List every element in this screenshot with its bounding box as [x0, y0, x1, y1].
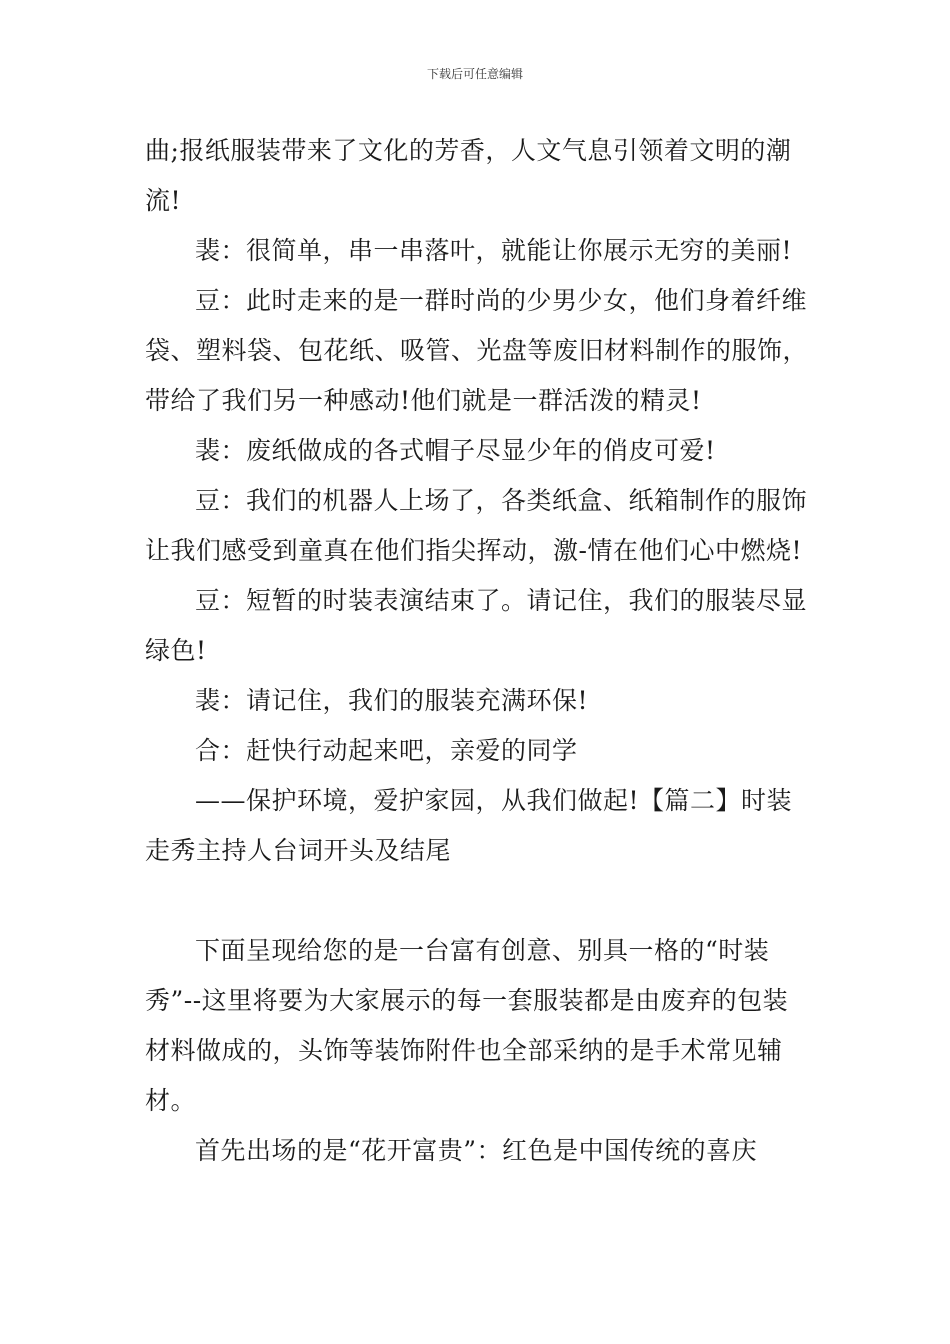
document-body: [145, 126, 810, 1176]
paragraph-9: ——保护环境，爱护家园，从我们做起!【篇二】时装走秀主持人台词开头及结尾: [145, 786, 793, 865]
paragraph-3: 豆：此时走来的是一群时尚的少男少女，他们身着纤维袋、塑料袋、包花纸、吸管、光盘等废旧材料制作的服饰，带给了我们另一种感动!他们就是一群活泼的精灵!: [145, 286, 809, 415]
paragraph-spacer: [145, 876, 810, 926]
page-header: 下载后可任意编辑: [426, 67, 523, 81]
paragraph-5: 豆：我们的机器人上场了，各类纸盒、纸箱制作的服饰让我们感受到童真在他们指尖挥动，激-情在他们心中燃烧!: [145, 486, 808, 565]
paragraph-11: 首先出场的是“花开富贵”：红色是中国传统的喜庆: [195, 1136, 758, 1165]
paragraph-8: 合：赶快行动起来吧，亲爱的同学: [195, 736, 578, 765]
paragraph-6: 豆：短暂的时装表演结束了。请记住，我们的服装尽显绿色!: [145, 586, 808, 665]
paragraph-10: 下面呈现给您的是一台富有创意、别具一格的“时装秀”--这里将要为大家展示的每一套服装都是由废弃的包装材料做成的，头饰等装饰附件也全部采纳的是手术常见辅材。: [145, 936, 789, 1115]
paragraph-1: 曲;报纸服装带来了文化的芳香，人文气息引领着文明的潮流!: [145, 136, 792, 215]
paragraph-2: 裴：很简单，串一串落叶，就能让你展示无穷的美丽!: [195, 236, 793, 265]
paragraph-7: 裴：请记住，我们的服装充满环保!: [195, 686, 589, 715]
paragraph-4: 裴：废纸做成的各式帽子尽显少年的俏皮可爱!: [195, 436, 716, 465]
